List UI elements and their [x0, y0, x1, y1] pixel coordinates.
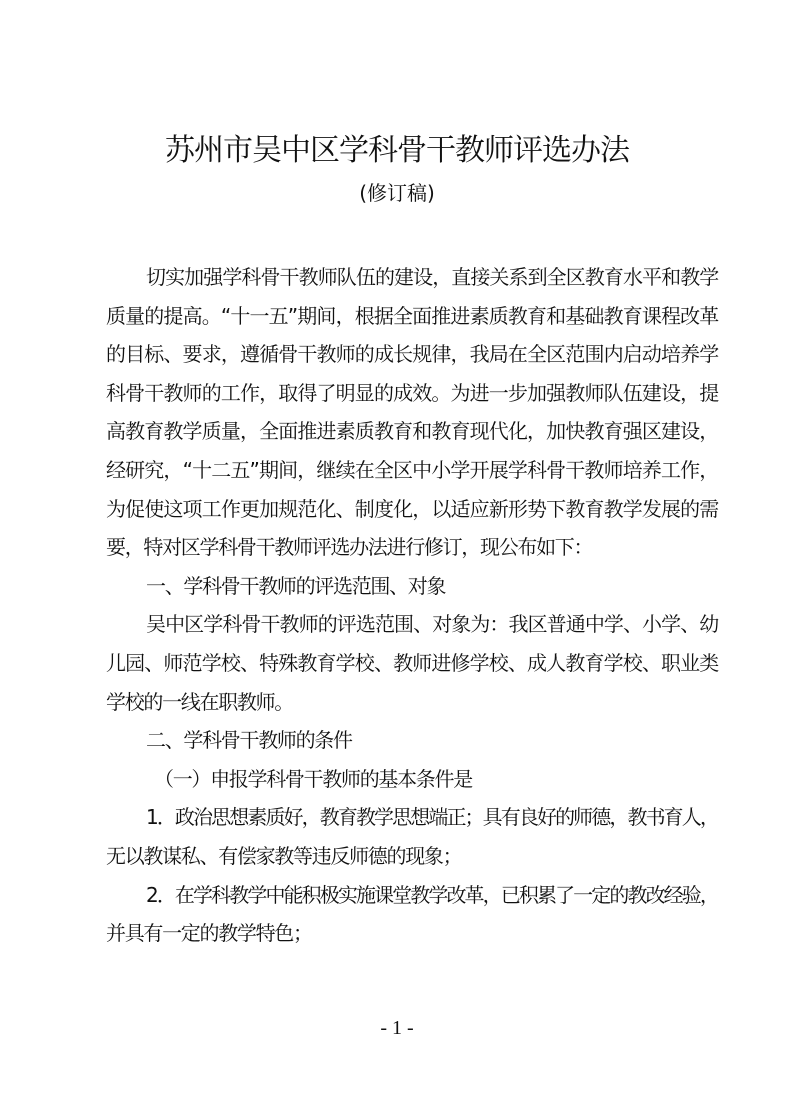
subsection-heading: （一）申报学科骨干教师的基本条件是	[154, 766, 472, 791]
section-heading: 一、学科骨干教师的评选范围、对象	[146, 573, 446, 598]
section-heading: 二、学科骨干教师的条件	[146, 728, 352, 753]
page-number: - 1 -	[380, 1017, 414, 1039]
paragraph-line: 学校的一线在职教师。	[106, 689, 293, 714]
paragraph-line: 为促使这项工作更加规范化、制度化，以适应新形势下教育教学发展的需	[106, 496, 718, 521]
list-item-line: 1．政治思想素质好，教育教学思想端正；具有良好的师德，教书育人，	[146, 805, 718, 830]
paragraph-line: 的目标、要求，遵循骨干教师的成长规律，我局在全区范围内启动培养学	[106, 342, 718, 367]
paragraph-line: 经研究，“十二五”期间，继续在全区中小学开展学科骨干教师培养工作，	[106, 457, 718, 482]
paragraph-line: 要，特对区学科骨干教师评选办法进行修订，现公布如下：	[106, 535, 593, 560]
paragraph-line: 高教育教学质量，全面推进素质教育和教育现代化，加快教育强区建设，	[106, 419, 718, 444]
paragraph-line: 科骨干教师的工作，取得了明显的成效。为进一步加强教师队伍建设，提	[106, 380, 718, 405]
paragraph-line: 质量的提高。“十一五”期间，根据全面推进素质教育和基础教育课程改革	[106, 303, 718, 328]
paragraph-line: 切实加强学科骨干教师队伍的建设，直接关系到全区教育水平和教学	[146, 265, 718, 289]
paragraph-line: 儿园、师范学校、特殊教育学校、教师进修学校、成人教育学校、职业类	[106, 650, 718, 675]
list-item-line: 并具有一定的教学特色；	[106, 921, 312, 946]
list-item-line: 2．在学科教学中能积极实施课堂教学改革，已积累了一定的教改经验，	[146, 882, 718, 907]
paragraph-line: 吴中区学科骨干教师的评选范围、对象为：我区普通中学、小学、幼	[146, 612, 718, 637]
list-item-line: 无以教谋私、有偿家教等违反师德的现象；	[106, 843, 462, 868]
document-subtitle: (修订稿)	[359, 181, 435, 205]
document-title: 苏州市吴中区学科骨干教师评选办法	[165, 133, 629, 168]
document-body	[106, 258, 718, 953]
